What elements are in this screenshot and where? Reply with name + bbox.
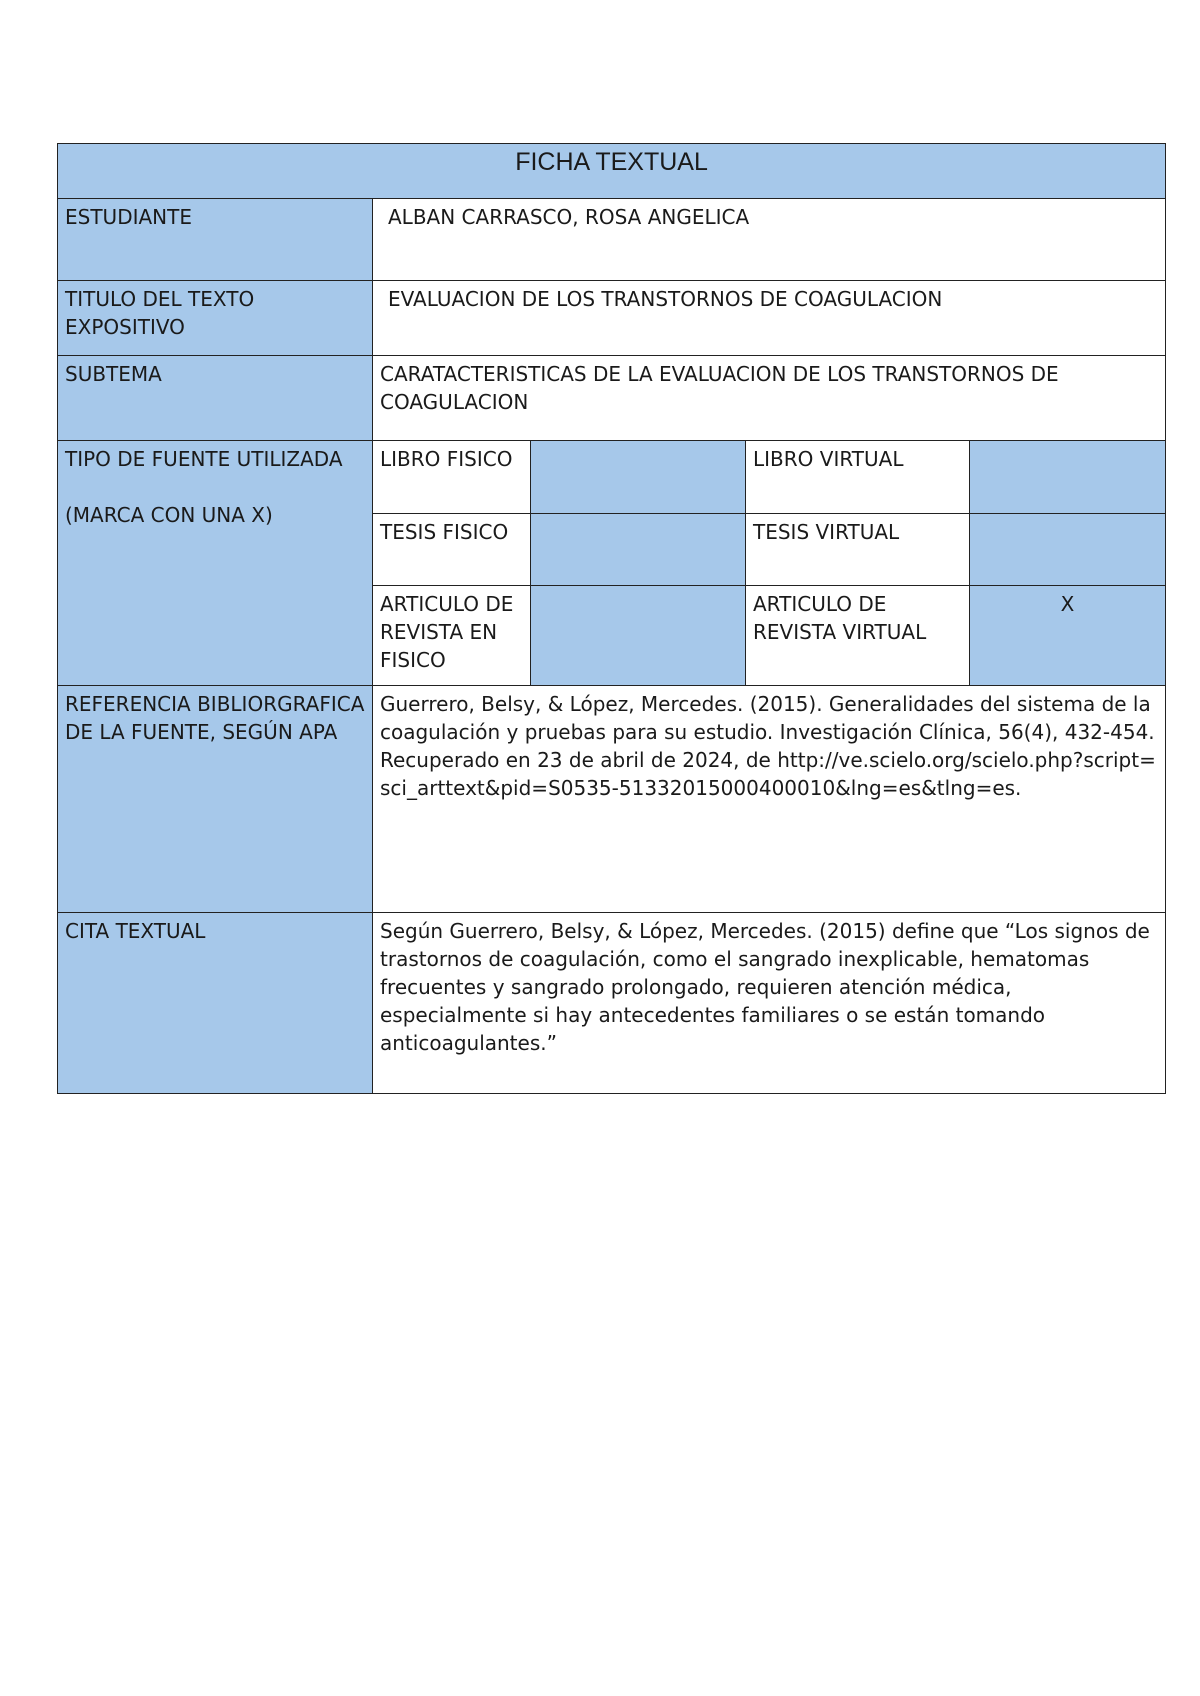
option-articulo-virtual-label: ARTICULO DE REVISTA VIRTUAL xyxy=(746,586,970,686)
option-tesis-virtual-mark[interactable] xyxy=(970,514,1166,586)
reference-value: Guerrero, Belsy, & López, Mercedes. (2015). Generalidades del sistema de la coagulación y pruebas para su estudio. Investigación Clínica, 56(4), 432-454. Recuperado en 23 de abril de 2024, de http://ve.scielo.org/scielo.php?script=sci_arttext&pid=S0535-51332015000400010&lng=es&tlng=es. xyxy=(373,686,1166,913)
source-type-label: TIPO DE FUENTE UTILIZADA xyxy=(65,447,343,471)
option-libro-fisico-label: LIBRO FISICO xyxy=(373,441,531,514)
ficha-textual-table xyxy=(57,143,1166,1094)
reference-label: REFERENCIA BIBLIORGRAFICA DE LA FUENTE, SEGÚN APA xyxy=(58,686,373,913)
option-tesis-fisico-mark[interactable] xyxy=(531,514,746,586)
option-tesis-fisico-label: TESIS FISICO xyxy=(373,514,531,586)
option-libro-virtual-label: LIBRO VIRTUAL xyxy=(746,441,970,514)
text-title-value: EVALUACION DE LOS TRANSTORNOS DE COAGULACION xyxy=(373,281,1166,356)
quote-label: CITA TEXTUAL xyxy=(58,913,373,1094)
student-value: ALBAN CARRASCO, ROSA ANGELICA xyxy=(373,199,1166,281)
option-articulo-fisico-mark[interactable] xyxy=(531,586,746,686)
option-libro-virtual-mark[interactable] xyxy=(970,441,1166,514)
option-articulo-virtual-mark[interactable]: X xyxy=(970,586,1166,686)
source-type-cell xyxy=(58,441,373,686)
option-tesis-virtual-label: TESIS VIRTUAL xyxy=(746,514,970,586)
subtopic-label: SUBTEMA xyxy=(58,356,373,441)
form-title: FICHA TEXTUAL xyxy=(58,144,1166,199)
text-title-label: TITULO DEL TEXTO EXPOSITIVO xyxy=(58,281,373,356)
subtopic-value: CARATACTERISTICAS DE LA EVALUACION DE LOS TRANSTORNOS DE COAGULACION xyxy=(373,356,1166,441)
option-libro-fisico-mark[interactable] xyxy=(531,441,746,514)
option-articulo-fisico-label: ARTICULO DE REVISTA EN FISICO xyxy=(373,586,531,686)
student-label: ESTUDIANTE xyxy=(58,199,373,281)
quote-value: Según Guerrero, Belsy, & López, Mercedes. (2015) define que “Los signos de trastornos de coagulación, como el sangrado inexplicable, hematomas frecuentes y sangrado prolongado, requieren atención médica, especialmente si hay antecedentes familiares o se están tomando anticoagulantes.” xyxy=(373,913,1166,1094)
source-type-instruction: (MARCA CON UNA X) xyxy=(65,503,273,527)
